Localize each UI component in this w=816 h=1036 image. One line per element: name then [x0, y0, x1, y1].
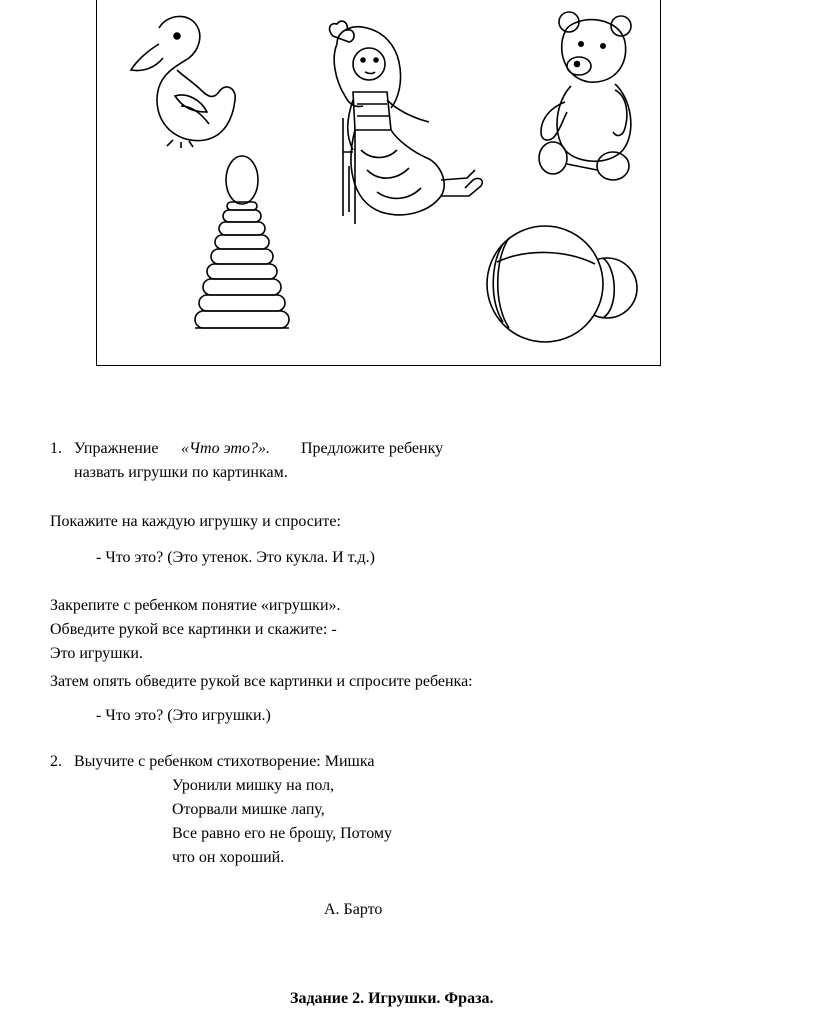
duckling-icon [131, 16, 235, 148]
pyramid-icon [195, 156, 289, 328]
exercise-1-number: 1. [50, 440, 62, 457]
these-toys-text: Это игрушки. [50, 645, 143, 662]
again-text: Затем опять обведите рукой все картинки и спросите ребенка: [50, 673, 473, 690]
dialog-line-1: - Что это? (Это утенок. Это кукла. И т.д.) [96, 549, 375, 566]
exercise-1-prefix: Упражнение [74, 440, 159, 457]
teddy-bear-icon [539, 12, 631, 180]
poem-line-4: что он хороший. [172, 849, 285, 866]
poem-line-1: Уронили мишку на пол, [172, 777, 335, 794]
poem-line-3: Все равно его не брошу, Потому [172, 825, 393, 842]
dialog-line-2: - Что это? (Это игрушки.) [96, 707, 271, 724]
exercise-2-intro: Выучите с ребенком стихотворение: Мишка [74, 753, 375, 770]
exercise-2-number: 2. [50, 753, 62, 770]
exercise-1-instruction-a: Предложите ребенку [301, 440, 444, 457]
poem-author: А. Барто [324, 901, 383, 918]
ball-icon [487, 226, 637, 342]
reinforce-text: Закрепите с ребенком понятие «игрушки». [50, 597, 341, 614]
exercise-1-title: «Что это?». [181, 440, 270, 457]
exercise-1-instruction-b: назвать игрушки по картинкам. [74, 464, 288, 481]
task-title: Задание 2. Игрушки. Фраза. [290, 990, 494, 1007]
circle-text: Обведите рукой все картинки и скажите: - [50, 621, 337, 638]
poem-line-2: Оторвали мишке лапу, [172, 801, 325, 818]
doll-icon [330, 21, 483, 224]
toys-illustration [96, 0, 661, 366]
show-and-ask-text: Покажите на каждую игрушку и спросите: [50, 513, 341, 530]
